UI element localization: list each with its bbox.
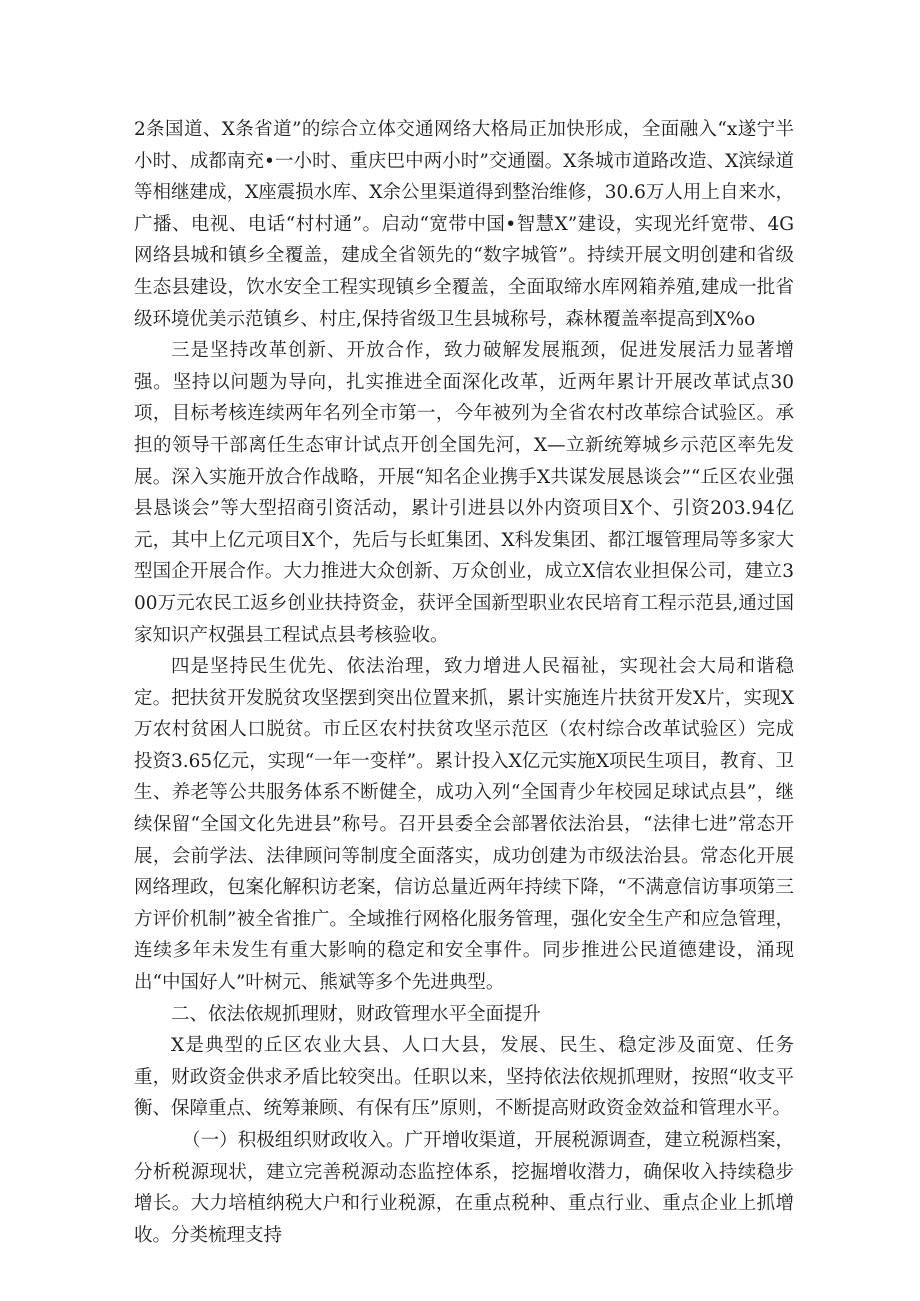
paragraph-livelihood: 四是坚持民生优先、依法治理，致力增进人民福祉，实现社会大局和谐稳定。把扶贫开发脱贫攻坚摆到突出位置来抓，累计实施连片扶贫开发X片，实现X万农村贫困人口脱贫。市丘区农村扶贫攻坚示范区（农村综合改革试验区）完成投资3.65亿元，实现“一年一变样”。累计投入X亿元实施X项民生项目，教育、卫生、养老等公共服务体系不断健全，成功入列“全国青少年校园足球试点县”，继续保留“全国文化先进县”称号。召开县委全会部署依法治县，“法律七进”常态开展，会前学法、法律顾问等制度全面落实，成功创建为市级法治县。常态化开展网络理政，包案化解积访老案，信访总量近两年持续下降，“不满意信访事项第三方评价机制”被全省推广。全域推行网格化服务管理，强化安全生产和应急管理，连续多年未发生有重大影响的稳定和安全事件。同步推进公民道德建设，涌现出“中国好人”叶树元、熊斌等多个先进典型。 [134,656,794,994]
paragraph-transport: 2条国道、X条省道”的综合立体交通网络大格局正加快形成，全面融入“x遂宁半小时、成都南充•一小时、重庆巴中两小时”交通圈。X条城市道路改造、X滨绿道等相继建成，X座震损水库、X余公里渠道得到整治维修，30.6万人用上自来水，广播、电视、电话“村村通”。启动“宽带中国•智慧X”建设，实现光纤宽带、4G网络县城和镇乡全覆盖，建成全省领先的“数字城管”。持续开展文明创建和省级生态县建设，饮水安全工程实现镇乡全覆盖，全面取缔水库网箱养殖,建成一批省级环境优美示范镇乡、村庄,保持省级卫生县城称号，森林覆盖率提高到X%o [134,119,794,330]
section-heading-finance: 二、依法依规抓理财，财政管理水平全面提升 [171,1003,542,1025]
document-body [134,114,794,1251]
paragraph-finance-intro: X是典型的丘区农业大县、人口大县，发展、民生、稳定涉及面宽、任务重，财政资金供求矛盾比较突出。任职以来，坚持依法依规抓理财，按照“收支平衡、保障重点、统筹兼顾、有保有压”原则，不断提高财政资金效益和管理水平。 [134,1035,794,1120]
paragraph-revenue: （一）积极组织财政收入。广开增收渠道，开展税源调查，建立税源档案，分析税源现状，建立完善税源动态监控体系，挖掘增收潜力，确保收入持续稳步增长。大力培植纳税大户和行业税源，在重点税种、重点行业、重点企业上抓增收。分类梳理支持 [134,1130,794,1246]
paragraph-reform-opening: 三是坚持改革创新、开放合作，致力破解发展瓶颈，促进发展活力显著增强。坚持以问题为导向，扎实推进全面深化改革，近两年累计开展改革试点30项，目标考核连续两年名列全市第一，今年被列为全省农村改革综合试验区。承担的领导干部离任生态审计试点开创全国先河，X—立新统筹城乡示范区率先发展。深入实施开放合作战略，开展“知名企业携手X共谋发展恳谈会”“丘区农业强县恳谈会”等大型招商引资活动，累计引进县以外内资项目X个、引资203.94亿元，其中上亿元项目X个，先后与长虹集团、X科发集团、都江堰管理局等多家大型国企开展合作。大力推进大众创新、万众创业，成立X信农业担保公司，建立300万元农民工返乡创业扶持资金，获评全国新型职业农民培育工程示范县,通过国家知识产权强县工程试点县考核验收。 [134,340,794,646]
